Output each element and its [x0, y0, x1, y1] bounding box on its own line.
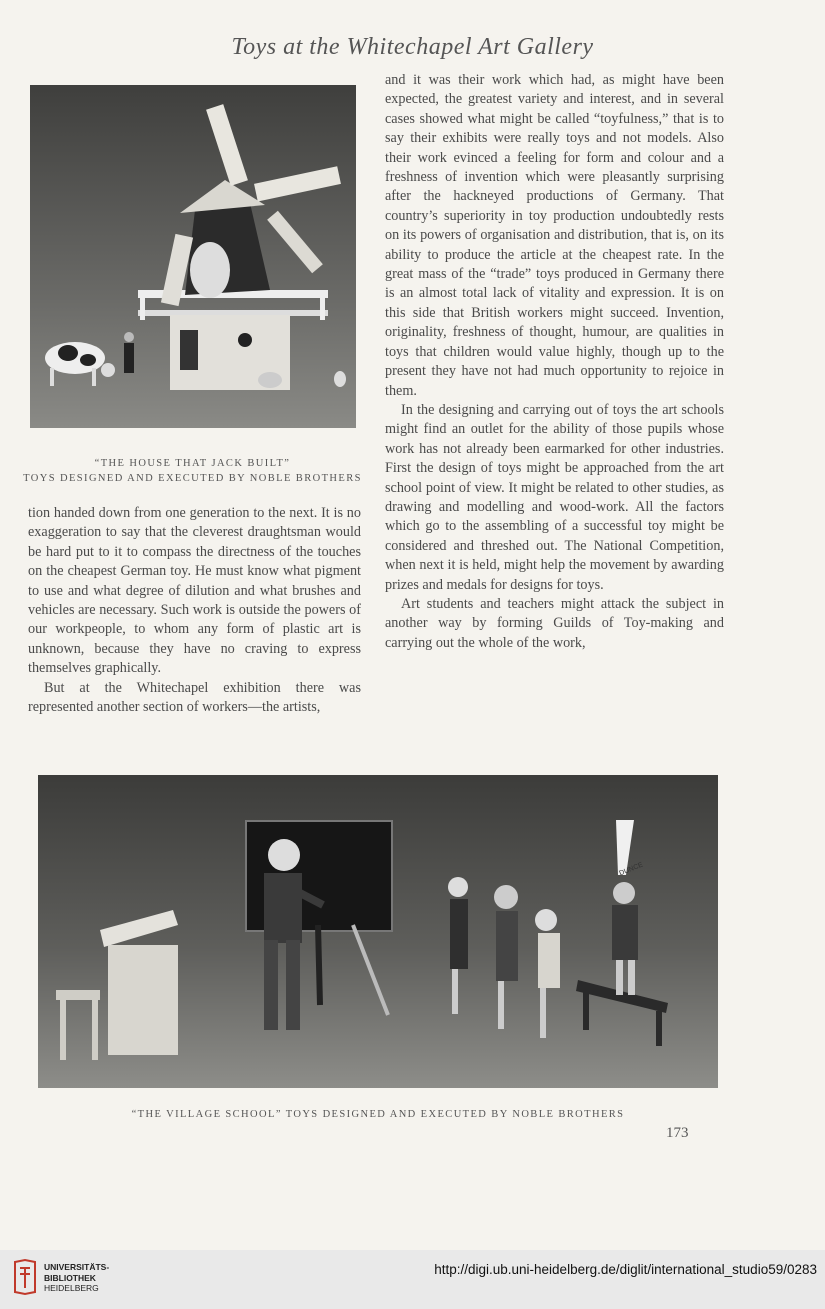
paragraph: In the designing and carrying out of toys the art schools might find an outlet for the ability of those pupils whose work has not already been earmarked for other industries. First the design of toys might be approached from the art school point of view. It might be related to other studies, as drawing and modelling and wood-work. All the factors which go to the assembling of a successful toy might be considered and threshed out. The National Competition, when next it is held, might help the movement by awarding prizes and medals for designs for toys.	[385, 401, 724, 593]
right-text-column	[385, 71, 724, 653]
university-library-logo	[12, 1258, 38, 1296]
paragraph: But at the Whitechapel exhibition there was represented another section of workers—the artists,	[28, 679, 361, 716]
village-school-caption: “THE VILLAGE SCHOOL” TOYS DESIGNED AND EXECUTED BY NOBLE BROTHERS	[131, 1109, 625, 1120]
source-url-link[interactable]: http://digi.ub.uni-heidelberg.de/diglit/international_studio59/0283	[434, 1262, 817, 1277]
library-line: HEIDELBERG	[44, 1283, 99, 1293]
library-line: UNIVERSITÄTS-	[44, 1262, 110, 1272]
windmill-photo-caption	[20, 456, 365, 486]
caption-title: “THE HOUSE THAT JACK BUILT”	[94, 458, 291, 469]
village-school-toy-photo	[38, 775, 718, 1088]
paragraph: and it was their work which had, as might have been expected, the greatest variety and interest, and in several cases showed what might be called “toyfulness,” that is to say their exhibits were really toys and not models. Also their work evinced a feeling for form and colour and a freshness of invention which were pleasantly surprising after the hackneyed productions of Germany. That country’s superiority in toy production undoubtedly rests on its powers of organisation and distribution, that is, on its ability to produce the article at the cheapest rate. In the great mass of the “trade” toys produced in Germany there is an almost total lack of vitality and expression. It is on this side that British workers might succeed. Invention, originality, freshness of thought, humour, are qualities in toys that children would value highly, though up to the present they have not had much opportunity to rejoice in them.	[385, 72, 724, 399]
dunce-cap-label: DUNCE	[618, 861, 645, 878]
paragraph: tion handed down from one generation to the next. It is no exaggeration to say that the cleverest draughtsman would be hard put to it to compass the directness of the touches on the cheapest German toy. He must know what pigment to use and what degree of dilution and what brushes and vehicles are necessary. Such work is outside the powers of our workpeople, to whom any form of plastic art is unknown, because they have no craving to express themselves graphically.	[28, 505, 361, 677]
page-number: 173	[666, 1125, 689, 1141]
left-text-column	[28, 504, 361, 717]
library-line: BIBLIOTHEK	[44, 1272, 96, 1283]
running-head: Toys at the Whitechapel Art Gallery	[231, 34, 594, 60]
paragraph: Art students and teachers might attack the subject in another way by forming Guilds of Toy-making and carrying out the whole of the work,	[385, 595, 724, 651]
caption-credit: TOYS DESIGNED AND EXECUTED BY NOBLE BROTHERS	[23, 473, 362, 484]
library-name	[44, 1262, 109, 1294]
windmill-toy-photo	[30, 85, 356, 428]
library-footer	[0, 1250, 825, 1309]
